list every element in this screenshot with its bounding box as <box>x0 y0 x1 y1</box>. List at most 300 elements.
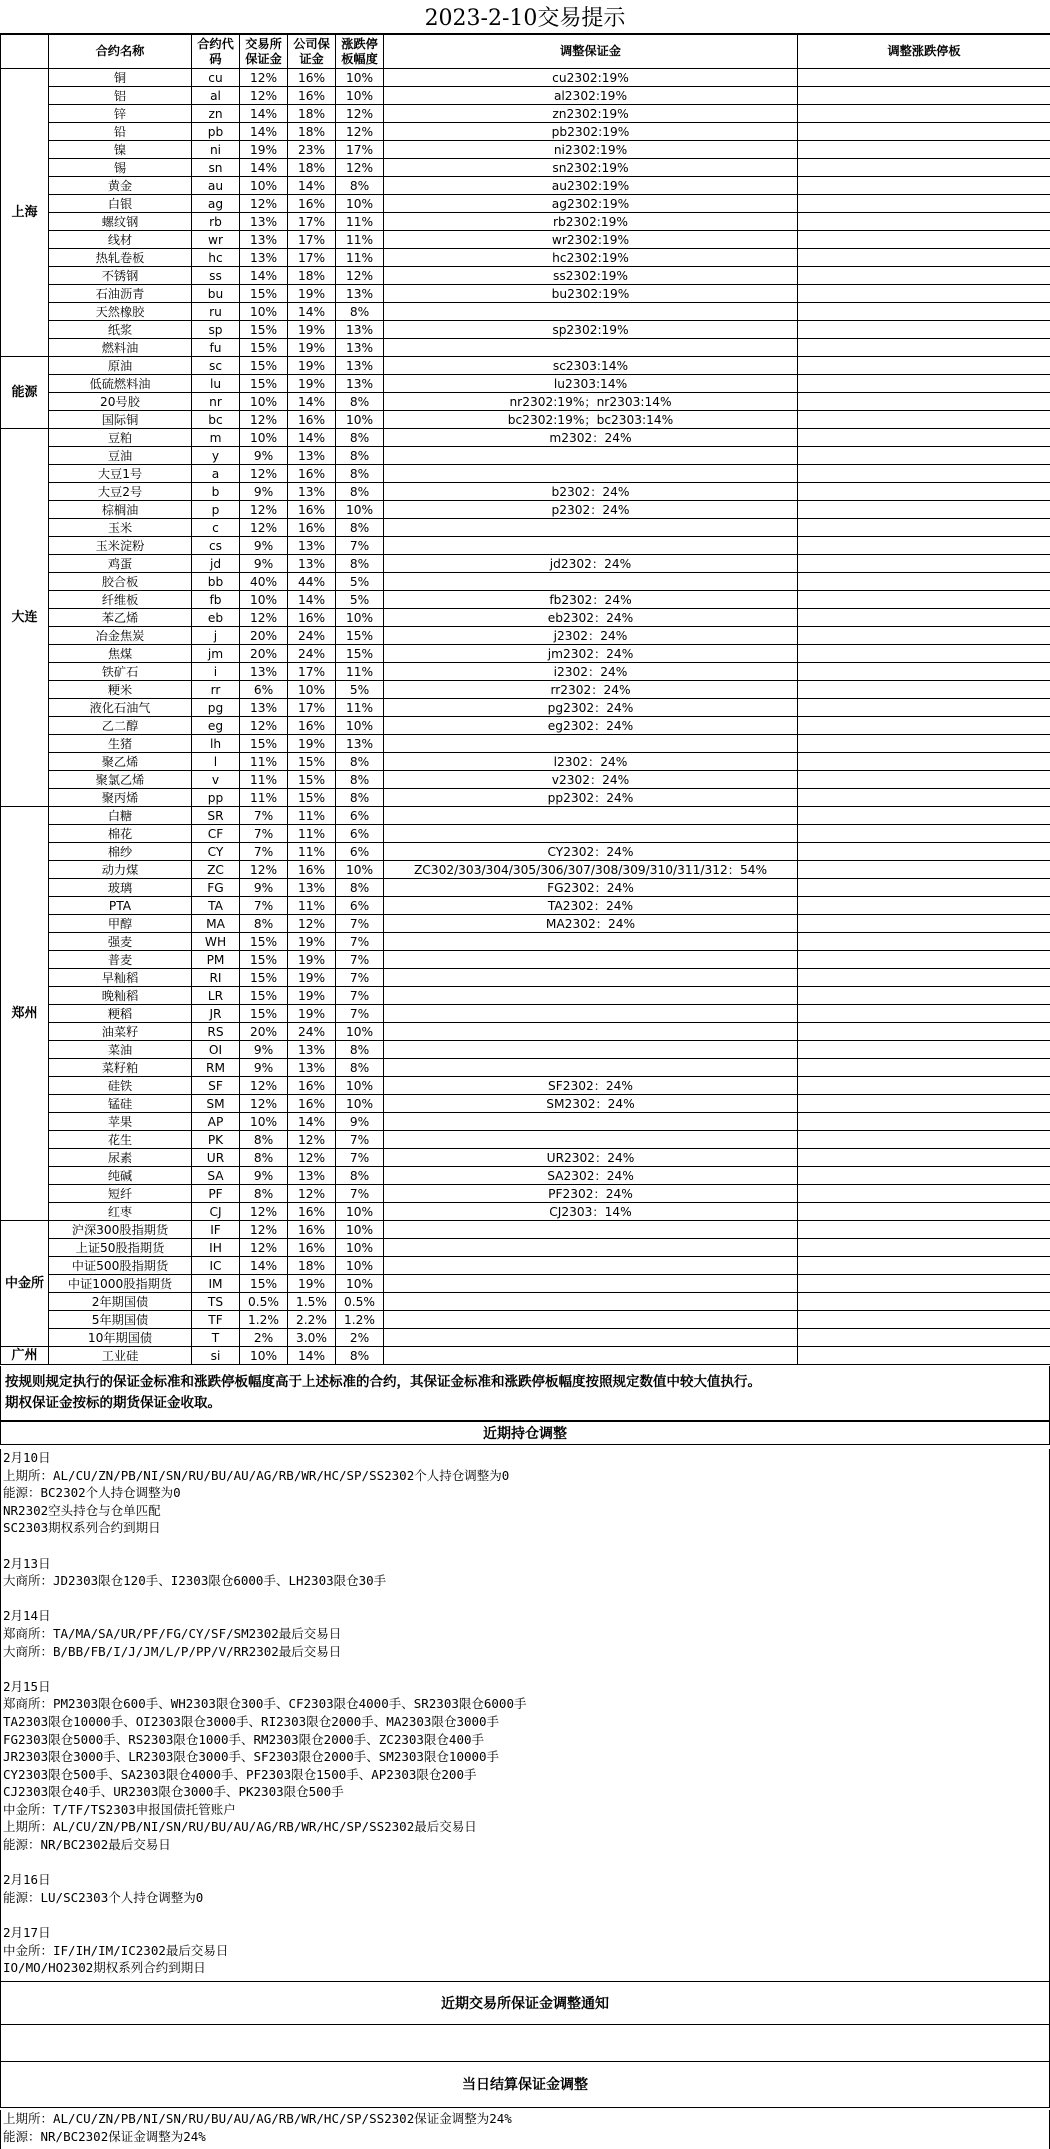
company-margin: 14% <box>288 393 336 411</box>
contract-name: 玻璃 <box>49 879 192 897</box>
contract-name: 10年期国债 <box>49 1329 192 1347</box>
adjusted-margin: PF2302：24% <box>384 1185 798 1203</box>
contract-code: PK <box>192 1131 240 1149</box>
price-limit: 7% <box>336 1185 384 1203</box>
exchange-margin: 12% <box>240 195 288 213</box>
contract-code: OI <box>192 1041 240 1059</box>
table-row <box>1 1005 1050 1023</box>
contract-name: 热轧卷板 <box>49 249 192 267</box>
table-row <box>1 123 1050 141</box>
contract-name: 油菜籽 <box>49 1023 192 1041</box>
adjusted-margin <box>384 1041 798 1059</box>
adjusted-limit <box>798 537 1050 555</box>
price-limit: 11% <box>336 663 384 681</box>
price-limit: 6% <box>336 825 384 843</box>
note-line <box>3 1854 1049 1872</box>
table-row <box>1 627 1050 645</box>
table-row <box>1 1059 1050 1077</box>
table-row <box>1 1185 1050 1203</box>
table-row <box>1 645 1050 663</box>
price-limit: 9% <box>336 1113 384 1131</box>
contract-code: v <box>192 771 240 789</box>
adjusted-limit <box>798 195 1050 213</box>
adjusted-margin: wr2302:19% <box>384 231 798 249</box>
note-line: 上期所：AL/CU/ZN/PB/NI/SN/RU/BU/AU/AG/RB/WR/HC/SP/SS2302最后交易日 <box>3 1819 477 1835</box>
adjusted-margin: pp2302：24% <box>384 789 798 807</box>
adjusted-limit <box>798 483 1050 501</box>
contract-name: 纯碱 <box>49 1167 192 1185</box>
contract-code: cu <box>192 69 240 87</box>
contract-name: 粳稻 <box>49 1005 192 1023</box>
contract-name: 红枣 <box>49 1203 192 1221</box>
note-line: 2月15日 <box>3 1678 51 1694</box>
exchange-margin: 14% <box>240 123 288 141</box>
exchange-margin: 9% <box>240 1041 288 1059</box>
company-margin: 18% <box>288 105 336 123</box>
company-margin: 18% <box>288 1257 336 1275</box>
price-limit: 11% <box>336 249 384 267</box>
exchange-label: 郑州 <box>1 807 49 1221</box>
contract-name: 乙二醇 <box>49 717 192 735</box>
table-row <box>1 321 1050 339</box>
price-limit: 10% <box>336 1095 384 1113</box>
table-row <box>1 483 1050 501</box>
table-row <box>1 1131 1050 1149</box>
adjusted-limit <box>798 285 1050 303</box>
price-limit: 5% <box>336 573 384 591</box>
contract-name: 硅铁 <box>49 1077 192 1095</box>
adjusted-limit <box>798 555 1050 573</box>
header-company-margin: 公司保证金 <box>288 35 336 69</box>
company-margin: 16% <box>288 519 336 537</box>
adjusted-margin <box>384 447 798 465</box>
contract-name: 晚籼稻 <box>49 987 192 1005</box>
table-row <box>1 249 1050 267</box>
contract-code: rb <box>192 213 240 231</box>
exchange-margin: 7% <box>240 825 288 843</box>
exchange-margin: 8% <box>240 1185 288 1203</box>
adjusted-limit <box>798 213 1050 231</box>
contract-name: 胶合板 <box>49 573 192 591</box>
table-row <box>1 789 1050 807</box>
price-limit: 8% <box>336 879 384 897</box>
adjusted-limit <box>798 1293 1050 1311</box>
table-row <box>1 1149 1050 1167</box>
company-margin: 3.0% <box>288 1329 336 1347</box>
adjusted-limit <box>798 969 1050 987</box>
contract-name: 螺纹钢 <box>49 213 192 231</box>
exchange-margin: 11% <box>240 789 288 807</box>
table-row <box>1 1041 1050 1059</box>
contract-name: 上证50股指期货 <box>49 1239 192 1257</box>
price-limit: 6% <box>336 807 384 825</box>
note-line <box>3 1537 1049 1555</box>
adjusted-limit <box>798 609 1050 627</box>
note-line: 2月10日 <box>3 1450 51 1465</box>
adjusted-margin <box>384 1059 798 1077</box>
company-margin: 13% <box>288 1167 336 1185</box>
adjusted-limit <box>798 1347 1050 1365</box>
company-margin: 16% <box>288 465 336 483</box>
adjusted-limit <box>798 717 1050 735</box>
contract-name: 强麦 <box>49 933 192 951</box>
table-row <box>1 1095 1050 1113</box>
adjusted-limit <box>798 825 1050 843</box>
price-limit: 10% <box>336 501 384 519</box>
company-margin: 16% <box>288 1203 336 1221</box>
table-row <box>1 195 1050 213</box>
contract-name: 低硫燃料油 <box>49 375 192 393</box>
adjusted-margin: MA2302：24% <box>384 915 798 933</box>
contract-name: 黄金 <box>49 177 192 195</box>
adjusted-limit <box>798 141 1050 159</box>
contract-code: JR <box>192 1005 240 1023</box>
company-margin: 19% <box>288 933 336 951</box>
adjusted-margin: SA2302：24% <box>384 1167 798 1185</box>
price-limit: 6% <box>336 897 384 915</box>
contract-name: 玉米淀粉 <box>49 537 192 555</box>
header-price-limit: 涨跌停板幅度 <box>336 35 384 69</box>
contract-code: RS <box>192 1023 240 1041</box>
exchange-margin: 10% <box>240 1113 288 1131</box>
header-exchange <box>1 35 49 69</box>
exchange-margin: 12% <box>240 1239 288 1257</box>
contract-name: 菜油 <box>49 1041 192 1059</box>
contract-name: 线材 <box>49 231 192 249</box>
contract-code: ru <box>192 303 240 321</box>
company-margin: 17% <box>288 249 336 267</box>
note-line: 2月13日 <box>3 1555 51 1571</box>
price-limit: 8% <box>336 177 384 195</box>
adjusted-margin: hc2302:19% <box>384 249 798 267</box>
price-limit: 8% <box>336 753 384 771</box>
adjusted-limit <box>798 663 1050 681</box>
adjusted-limit <box>798 645 1050 663</box>
exchange-margin: 15% <box>240 357 288 375</box>
header-adjusted-limit: 调整涨跌停板 <box>798 35 1050 69</box>
table-row <box>1 825 1050 843</box>
company-margin: 15% <box>288 753 336 771</box>
table-row <box>1 969 1050 987</box>
contract-code: SF <box>192 1077 240 1095</box>
adjusted-margin: jd2302：24% <box>384 555 798 573</box>
table-row <box>1 771 1050 789</box>
adjusted-limit <box>798 1131 1050 1149</box>
adjusted-limit <box>798 105 1050 123</box>
exchange-label: 广州 <box>1 1347 49 1365</box>
price-limit: 8% <box>336 483 384 501</box>
exchange-margin: 9% <box>240 555 288 573</box>
price-limit: 10% <box>336 1203 384 1221</box>
rule-notes <box>0 1366 1050 1421</box>
adjusted-margin: cu2302:19% <box>384 69 798 87</box>
table-row <box>1 429 1050 447</box>
contract-name: 原油 <box>49 357 192 375</box>
contract-code: PF <box>192 1185 240 1203</box>
company-margin: 16% <box>288 717 336 735</box>
adjusted-limit <box>798 1149 1050 1167</box>
exchange-margin: 10% <box>240 303 288 321</box>
company-margin: 13% <box>288 555 336 573</box>
adjusted-limit <box>798 933 1050 951</box>
contract-name: 冶金焦炭 <box>49 627 192 645</box>
contract-code: TS <box>192 1293 240 1311</box>
adjusted-margin <box>384 933 798 951</box>
contract-code: eg <box>192 717 240 735</box>
exchange-margin: 14% <box>240 267 288 285</box>
adjusted-limit <box>798 411 1050 429</box>
table-row <box>1 807 1050 825</box>
adjusted-margin <box>384 573 798 591</box>
adjusted-margin: au2302:19% <box>384 177 798 195</box>
note-line: SC2303期权系列合约到期日 <box>3 1520 161 1536</box>
exchange-margin: 19% <box>240 141 288 159</box>
adjusted-limit <box>798 447 1050 465</box>
adjusted-margin <box>384 465 798 483</box>
contract-code: ni <box>192 141 240 159</box>
adjusted-margin: i2302：24% <box>384 663 798 681</box>
adjusted-limit <box>798 753 1050 771</box>
contract-code: wr <box>192 231 240 249</box>
contract-code: l <box>192 753 240 771</box>
settlement-adjust-list <box>0 2110 1050 2149</box>
exchange-margin: 14% <box>240 159 288 177</box>
contract-name: 铁矿石 <box>49 663 192 681</box>
exchange-margin: 40% <box>240 573 288 591</box>
adjusted-margin <box>384 1311 798 1329</box>
adjusted-margin: eb2302：24% <box>384 609 798 627</box>
contract-code: FG <box>192 879 240 897</box>
contract-code: nr <box>192 393 240 411</box>
adjusted-margin <box>384 537 798 555</box>
table-row <box>1 915 1050 933</box>
adjusted-limit <box>798 573 1050 591</box>
adjusted-margin <box>384 1239 798 1257</box>
contract-code: WH <box>192 933 240 951</box>
note-line: CJ2303限仓40手、UR2303限仓3000手、PK2303限仓500手 <box>3 1784 344 1800</box>
company-margin: 19% <box>288 375 336 393</box>
contract-code: CF <box>192 825 240 843</box>
price-limit: 7% <box>336 1149 384 1167</box>
contract-name: 中证500股指期货 <box>49 1257 192 1275</box>
table-row <box>1 663 1050 681</box>
exchange-margin: 15% <box>240 969 288 987</box>
contract-name: 玉米 <box>49 519 192 537</box>
section-exchange-notice: 近期交易所保证金调整通知 <box>0 1981 1050 2025</box>
contract-name: 棕榈油 <box>49 501 192 519</box>
margin-table <box>0 34 1050 1365</box>
note-line: 能源：NR/BC2302最后交易日 <box>3 1837 171 1853</box>
rule-line: 期权保证金按标的期货保证金收取。 <box>5 1395 221 1411</box>
company-margin: 14% <box>288 1113 336 1131</box>
table-row <box>1 303 1050 321</box>
exchange-margin: 7% <box>240 843 288 861</box>
note-line: 能源：BC2302个人持仓调整为0 <box>3 1485 181 1501</box>
exchange-margin: 12% <box>240 465 288 483</box>
company-margin: 16% <box>288 87 336 105</box>
table-row <box>1 879 1050 897</box>
table-row <box>1 465 1050 483</box>
exchange-margin: 1.2% <box>240 1311 288 1329</box>
adjusted-margin <box>384 825 798 843</box>
adjusted-limit <box>798 1113 1050 1131</box>
contract-name: 不锈钢 <box>49 267 192 285</box>
adjusted-margin: UR2302：24% <box>384 1149 798 1167</box>
price-limit: 17% <box>336 141 384 159</box>
price-limit: 8% <box>336 1041 384 1059</box>
adjusted-limit <box>798 87 1050 105</box>
company-margin: 13% <box>288 1059 336 1077</box>
table-row <box>1 87 1050 105</box>
adjusted-margin: ss2302:19% <box>384 267 798 285</box>
company-margin: 17% <box>288 699 336 717</box>
note-line: 能源：LU/SC2303个人持仓调整为0 <box>3 1889 204 1905</box>
company-margin: 13% <box>288 879 336 897</box>
exchange-margin: 7% <box>240 897 288 915</box>
contract-code: RI <box>192 969 240 987</box>
contract-name: 焦煤 <box>49 645 192 663</box>
adjusted-limit <box>798 429 1050 447</box>
company-margin: 16% <box>288 861 336 879</box>
note-line: CY2303限仓500手、SA2303限仓4000手、PF2303限仓1500手、AP2303限仓200手 <box>3 1766 477 1782</box>
adjusted-margin: rb2302:19% <box>384 213 798 231</box>
exchange-label: 上海 <box>1 69 49 357</box>
price-limit: 1.2% <box>336 1311 384 1329</box>
contract-code: SM <box>192 1095 240 1113</box>
exchange-margin: 15% <box>240 933 288 951</box>
contract-code: bc <box>192 411 240 429</box>
contract-name: 铅 <box>49 123 192 141</box>
price-limit: 10% <box>336 87 384 105</box>
exchange-margin: 15% <box>240 1005 288 1023</box>
contract-name: 花生 <box>49 1131 192 1149</box>
adjusted-limit <box>798 987 1050 1005</box>
price-limit: 7% <box>336 1005 384 1023</box>
note-line: 能源：NR/BC2302保证金调整为24% <box>3 2128 206 2144</box>
price-limit: 11% <box>336 213 384 231</box>
exchange-margin: 7% <box>240 807 288 825</box>
adjusted-margin: lu2303:14% <box>384 375 798 393</box>
adjusted-limit <box>798 357 1050 375</box>
company-margin: 16% <box>288 1077 336 1095</box>
contract-name: 棉纱 <box>49 843 192 861</box>
adjusted-margin <box>384 951 798 969</box>
adjusted-margin: sn2302:19% <box>384 159 798 177</box>
note-line: JR2303限仓3000手、LR2303限仓3000手、SF2303限仓2000手、SM2303限仓10000手 <box>3 1749 500 1765</box>
exchange-margin: 15% <box>240 1275 288 1293</box>
contract-name: 苹果 <box>49 1113 192 1131</box>
price-limit: 15% <box>336 627 384 645</box>
company-margin: 16% <box>288 411 336 429</box>
company-margin: 16% <box>288 1095 336 1113</box>
exchange-margin: 11% <box>240 753 288 771</box>
adjusted-limit <box>798 375 1050 393</box>
adjusted-margin: j2302：24% <box>384 627 798 645</box>
adjusted-margin: CJ2303：14% <box>384 1203 798 1221</box>
adjusted-margin: ni2302:19% <box>384 141 798 159</box>
price-limit: 0.5% <box>336 1293 384 1311</box>
company-margin: 16% <box>288 1221 336 1239</box>
contract-name: 国际铜 <box>49 411 192 429</box>
company-margin: 12% <box>288 1149 336 1167</box>
exchange-margin: 15% <box>240 987 288 1005</box>
exchange-margin: 12% <box>240 1077 288 1095</box>
adjusted-limit <box>798 159 1050 177</box>
price-limit: 10% <box>336 1023 384 1041</box>
adjusted-limit <box>798 321 1050 339</box>
contract-name: 2年期国债 <box>49 1293 192 1311</box>
exchange-margin: 10% <box>240 591 288 609</box>
table-row <box>1 1257 1050 1275</box>
contract-name: 沪深300股指期货 <box>49 1221 192 1239</box>
adjusted-margin: SF2302：24% <box>384 1077 798 1095</box>
exchange-margin: 14% <box>240 105 288 123</box>
note-line <box>3 1590 1049 1608</box>
table-row <box>1 1329 1050 1347</box>
price-limit: 10% <box>336 1077 384 1095</box>
price-limit: 2% <box>336 1329 384 1347</box>
adjusted-limit <box>798 1329 1050 1347</box>
table-row <box>1 1203 1050 1221</box>
price-limit: 8% <box>336 1059 384 1077</box>
price-limit: 10% <box>336 1275 384 1293</box>
adjusted-margin <box>384 1005 798 1023</box>
contract-name: 粳米 <box>49 681 192 699</box>
company-margin: 11% <box>288 897 336 915</box>
adjusted-margin <box>384 1347 798 1365</box>
notice-body <box>0 2025 1050 2062</box>
company-margin: 16% <box>288 69 336 87</box>
adjusted-limit <box>798 1041 1050 1059</box>
company-margin: 15% <box>288 789 336 807</box>
adjusted-margin <box>384 969 798 987</box>
adjusted-margin: b2302：24% <box>384 483 798 501</box>
price-limit: 12% <box>336 159 384 177</box>
adjusted-limit <box>798 915 1050 933</box>
company-margin: 12% <box>288 1185 336 1203</box>
contract-name: 菜籽粕 <box>49 1059 192 1077</box>
exchange-margin: 9% <box>240 1167 288 1185</box>
contract-code: y <box>192 447 240 465</box>
contract-name: 早籼稻 <box>49 969 192 987</box>
table-row <box>1 501 1050 519</box>
adjusted-limit <box>798 951 1050 969</box>
adjusted-margin <box>384 987 798 1005</box>
note-line: 郑商所：TA/MA/SA/UR/PF/FG/CY/SF/SM2302最后交易日 <box>3 1625 342 1641</box>
adjusted-margin: TA2302：24% <box>384 897 798 915</box>
rule-line: 按规则规定执行的保证金标准和涨跌停板幅度高于上述标准的合约，其保证金标准和涨跌停板幅度按照规定数值中较大值执行。 <box>5 1374 761 1390</box>
exchange-margin: 8% <box>240 1149 288 1167</box>
company-margin: 12% <box>288 915 336 933</box>
table-row <box>1 357 1050 375</box>
table-row <box>1 231 1050 249</box>
table-row <box>1 285 1050 303</box>
adjusted-margin <box>384 339 798 357</box>
exchange-margin: 12% <box>240 519 288 537</box>
adjusted-margin <box>384 1221 798 1239</box>
contract-name: 铜 <box>49 69 192 87</box>
contract-code: lh <box>192 735 240 753</box>
contract-name: 尿素 <box>49 1149 192 1167</box>
exchange-margin: 0.5% <box>240 1293 288 1311</box>
contract-code: si <box>192 1347 240 1365</box>
company-margin: 19% <box>288 285 336 303</box>
exchange-margin: 13% <box>240 231 288 249</box>
contract-code: c <box>192 519 240 537</box>
exchange-margin: 9% <box>240 879 288 897</box>
price-limit: 7% <box>336 915 384 933</box>
exchange-label: 能源 <box>1 357 49 429</box>
